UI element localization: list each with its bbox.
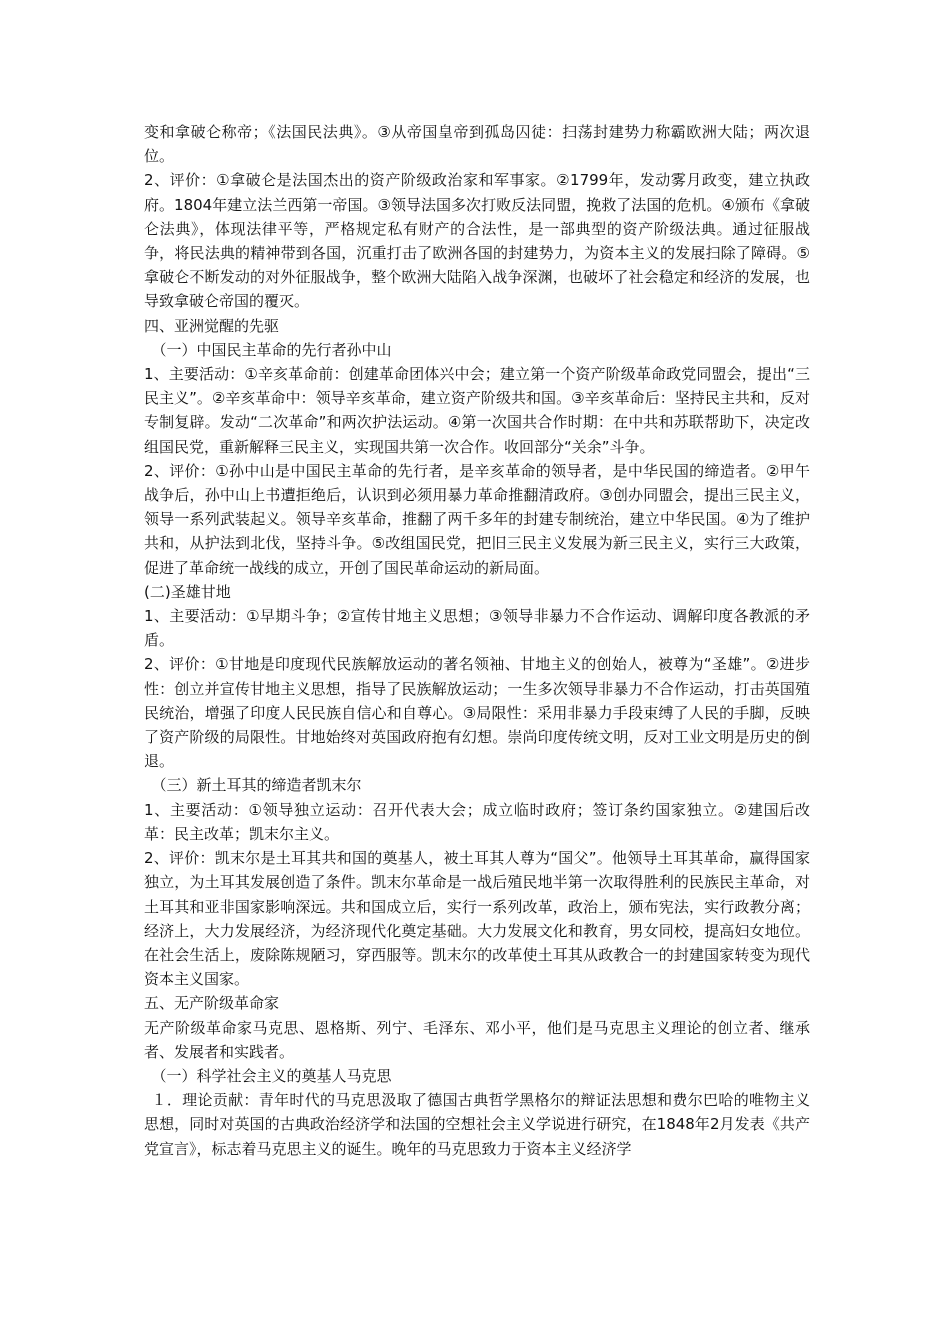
subsection-heading-sun-yat-sen: （一）中国民主革命的先行者孙中山 [151,340,392,359]
paragraph-section-5-intro: 无产阶级革命家马克思、恩格斯、列宁、毛泽东、邓小平，他们是马克思主义理论的创立者、继承者、发展者和实践者。 [144,1018,810,1061]
section-heading-proletarian-revolutionaries: 五、无产阶级革命家 [144,994,280,1013]
paragraph-napoleon-activities-tail: 变和拿破仑称帝；《法国民法典》。③从帝国皇帝到孤岛囚徒：扫荡封建势力称霸欧洲大陆；两次退位。 [144,123,810,166]
subsection-heading-kemal: （三）新土耳其的缔造者凯末尔 [151,776,362,795]
subsection-heading-marx: （一）科学社会主义的奠基人马克思 [151,1066,392,1085]
paragraph-kemal-activities: 1、主要活动：①领导独立运动：召开代表大会；成立临时政府；签订条约国家独立。②建国后改革：民主改革；凯末尔主义。 [144,800,810,843]
paragraph-sun-yat-sen-evaluation: 2、评价：①孙中山是中国民主革命的先行者，是辛亥革命的领导者，是中华民国的缔造者。②甲午战争后，孙中山上书遭拒绝后，认识到必须用暴力革命推翻清政府。③创办同盟会，提出三民主义，领导一系列武装起义。领导辛亥革命，推翻了两千多年的封建专制统治，建立中华民国。④为了维护共和，从护法到北伐，坚持斗争。⑤改组国民党，把旧三民主义发展为新三民主义，实行三大政策，促进了革命统一战线的成立，开创了国民革命运动的新局面。 [144,461,810,577]
paragraph-gandhi-evaluation: 2、评价：①甘地是印度现代民族解放运动的著名领袖、甘地主义的创始人，被尊为“圣雄”。②进步性：创立并宣传甘地主义思想，指导了民族解放运动；一生多次领导非暴力不合作运动，打击英国殖民统治，增强了印度人民民族自信心和自尊心。③局限性：采用非暴力手段束缚了人民的手脚，反映了资产阶级的局限性。甘地始终对英国政府抱有幻想。崇尚印度传统文明，反对工业文明是历史的倒退。 [144,655,810,771]
subsection-heading-gandhi: (二)圣雄甘地 [144,582,231,601]
document-page [144,120,810,1161]
paragraph-kemal-evaluation: 2、评价：凯末尔是土耳其共和国的奠基人，被土耳其人尊为“国父”。他领导土耳其革命，赢得国家独立，为土耳其发展创造了条件。凯末尔革命是一战后殖民地半第一次取得胜利的民族民主革命，对土耳其和亚非国家影响深远。共和国成立后，实行一系列改革，政治上，颁布宪法，实行政教分离；经济上，大力发展经济，为经济现代化奠定基础。大力发展文化和教育，男女同校，提高妇女地位。在社会生活上，废除陈规陋习，穿西服等。凯末尔的改革使土耳其从政教合一的封建国家转变为现代资本主义国家。 [144,849,810,989]
paragraph-napoleon-evaluation: 2、评价：①拿破仑是法国杰出的资产阶级政治家和军事家。②1799年，发动雾月政变，建立执政府。1804年建立法兰西第一帝国。③领导法国多次打败反法同盟，挽救了法国的危机。④颁布《拿破仑法典》，体现法律平等，严格规定私有财产的合法性，是一部典型的资产阶级法典。通过征服战争，将民法典的精神带到各国，沉重打击了欧洲各国的封建势力，为资本主义的发展扫除了障碍。⑤拿破仑不断发动的对外征服战争，整个欧洲大陆陷入战争深渊，也破坏了社会稳定和经济的发展，也导致拿破仑帝国的覆灭。 [144,171,810,311]
paragraph-gandhi-activities: 1、主要活动：①早期斗争；②宣传甘地主义思想；③领导非暴力不合作运动、调解印度各教派的矛盾。 [144,607,810,650]
paragraph-marx-contribution: １．理论贡献：青年时代的马克思汲取了德国古典哲学黑格尔的辩证法思想和费尔巴哈的唯物主义思想，同时对英国的古典政治经济学和法国的空想社会主义学说进行研究，在1848年2月发表《共产党宣言》，标志着马克思主义的诞生。晚年的马克思致力于资本主义经济学 [144,1091,810,1158]
section-heading-asia-pioneers: 四、亚洲觉醒的先驱 [144,316,280,335]
paragraph-sun-yat-sen-activities: 1、主要活动：①辛亥革命前：创建革命团体兴中会；建立第一个资产阶级革命政党同盟会，提出“三民主义”。②辛亥革命中：领导辛亥革命，建立资产阶级共和国。③辛亥革命后：坚持民主共和，反对专制复辟。发动“二次革命”和两次护法运动。④第一次国共合作时期：在中共和苏联帮助下，决定改组国民党，重新解释三民主义，实现国共第一次合作。收回部分“关余”斗争。 [144,365,810,456]
